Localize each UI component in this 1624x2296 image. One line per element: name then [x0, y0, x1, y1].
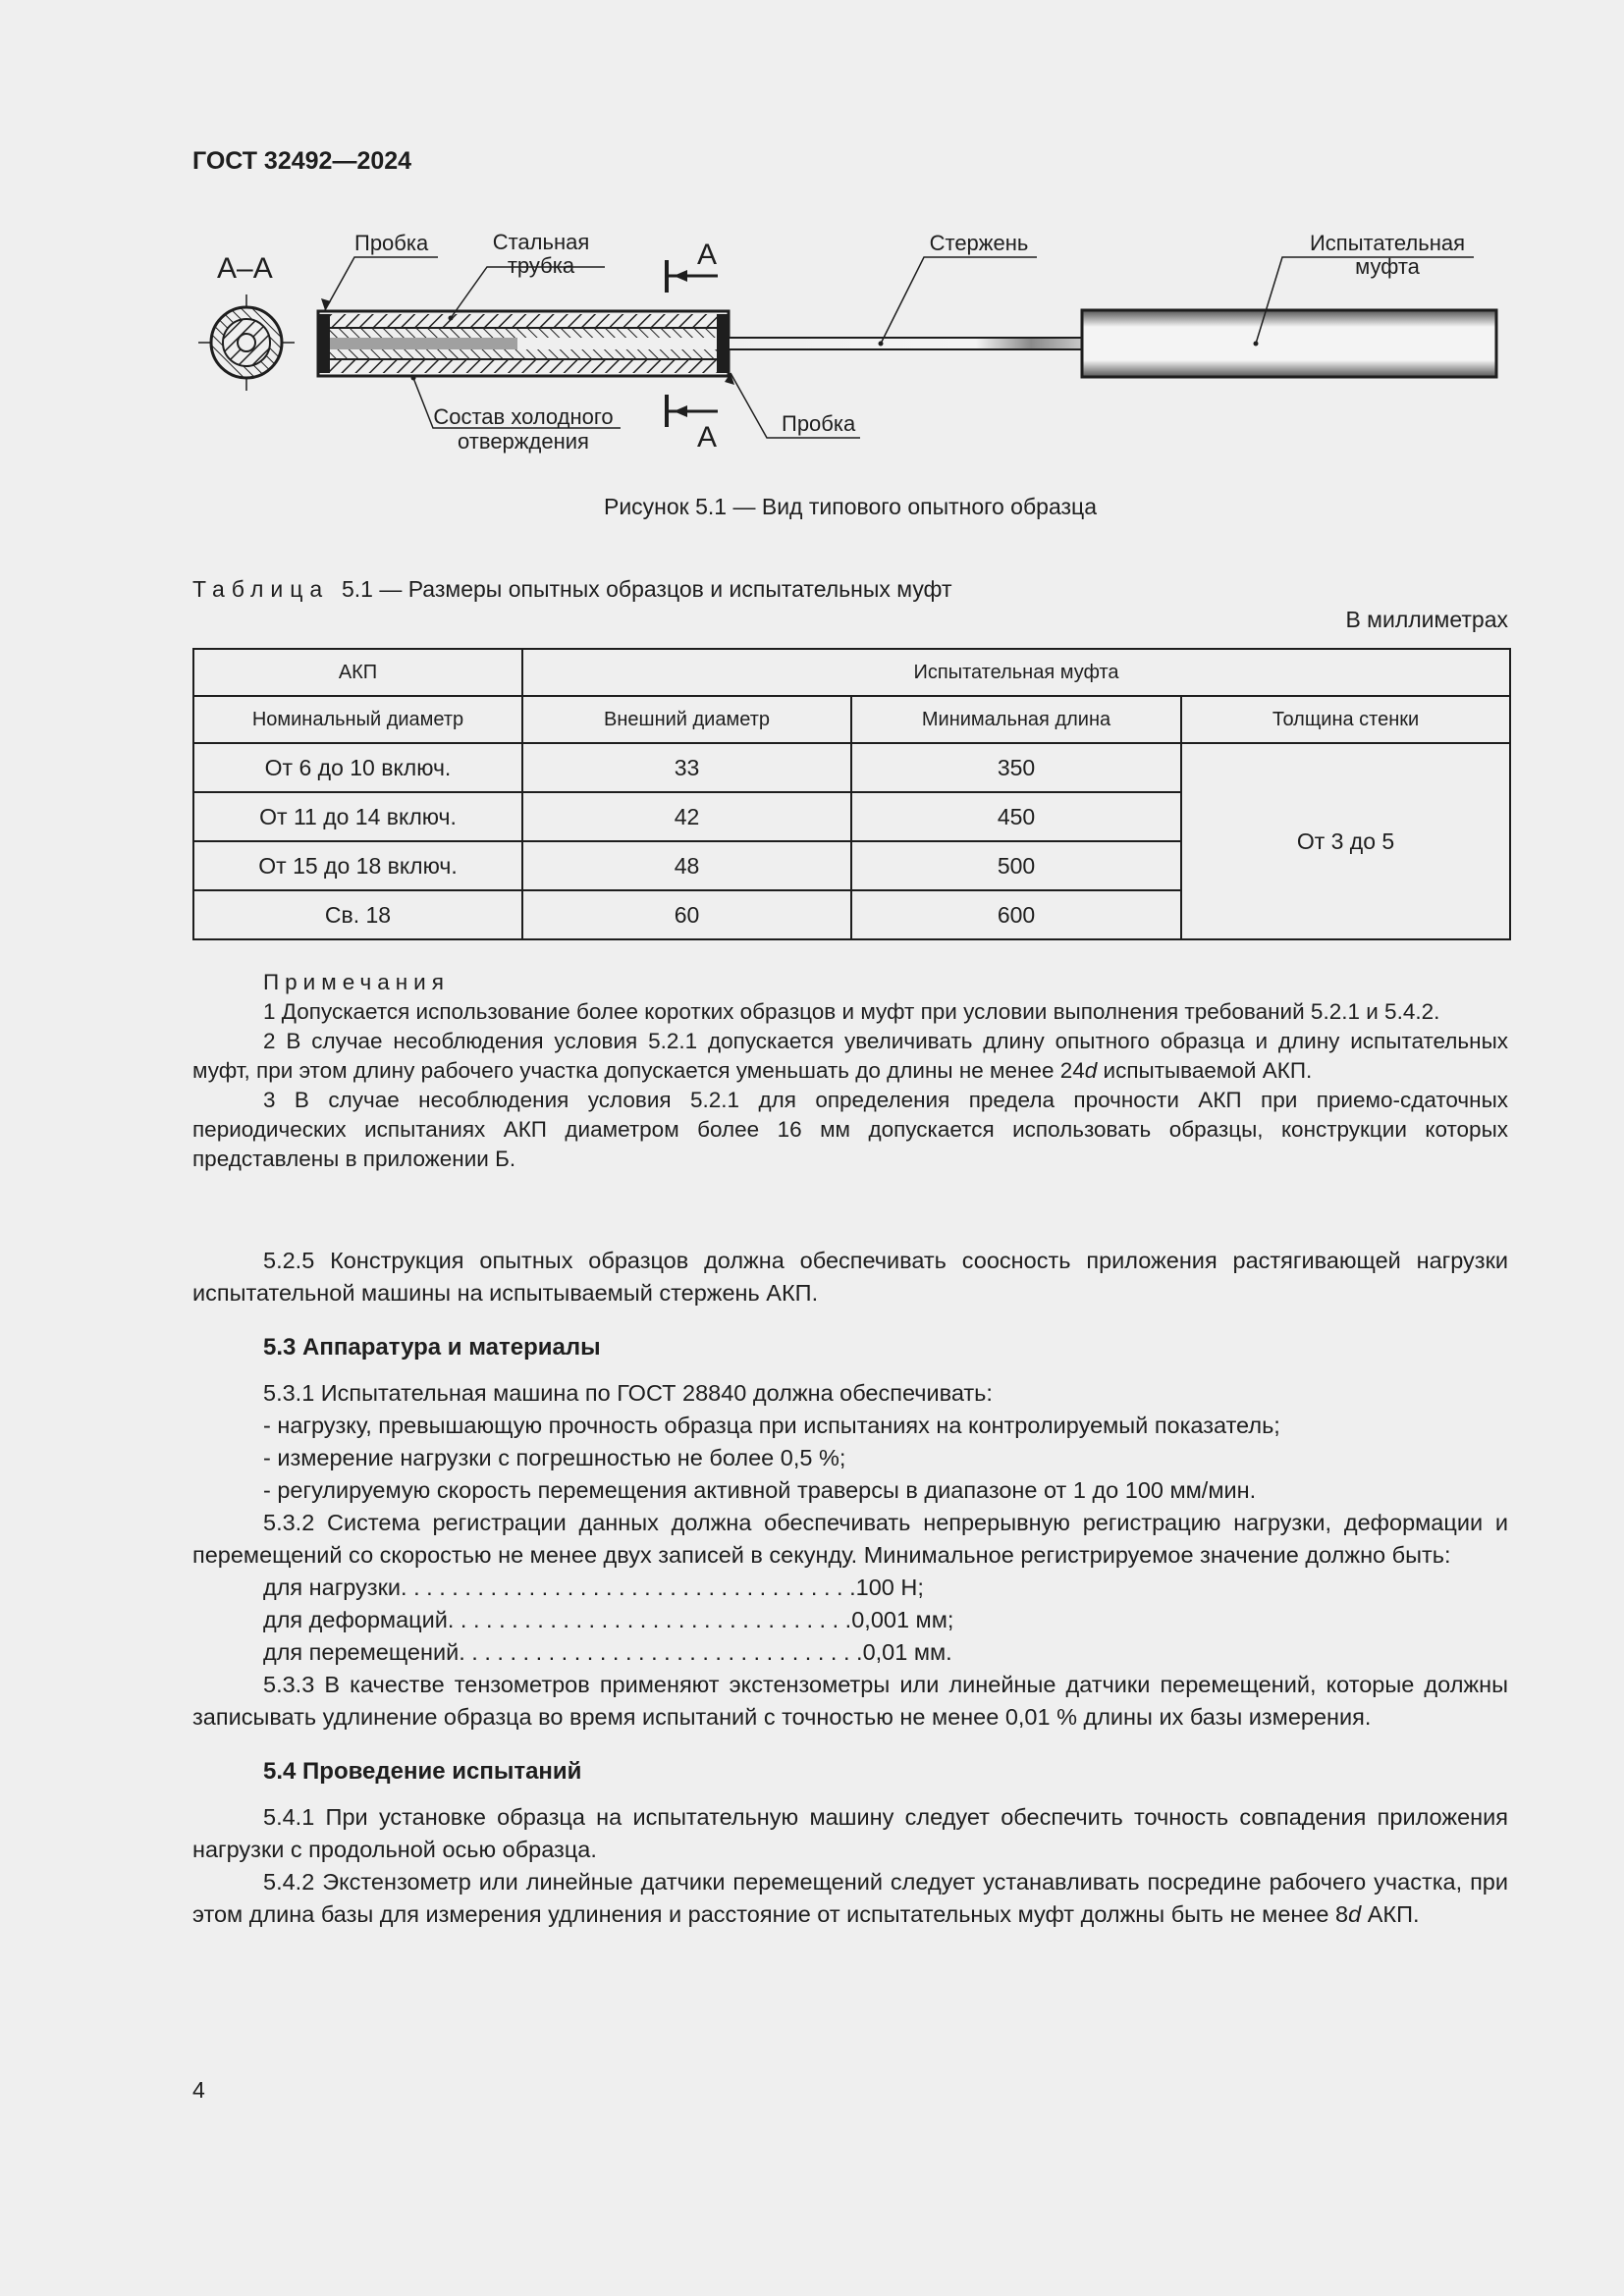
table-column-header-row: [193, 696, 1510, 743]
note-2-text: 2 В случае несоблюдения условия 5.2.1 допускается увеличивать длину опытного образца и длину испытательных муфт, при этом длину рабочего участка допускается уменьшать до длины не менее 24: [192, 1029, 1508, 1083]
leader-row-label: для перемещений: [263, 1639, 460, 1665]
paragraph-5-4-1: 5.4.1 При установке образца на испытательную машину следует обеспечить точность совпадения приложения нагрузки с продольной осью образца.: [192, 1804, 1508, 1862]
section-heading-5-4: 5.4 Проведение испытаний: [263, 1758, 582, 1785]
paragraph-5-2-5: 5.2.5 Конструкция опытных образцов должна обеспечивать соосность приложения растягивающей нагрузки испытательной машины на испытываемый стержень АКП.: [192, 1248, 1508, 1306]
leader-row-value: 0,001 мм;: [851, 1607, 954, 1632]
table-cell: 33: [522, 743, 851, 792]
paragraph-5-4-2-text: 5.4.2 Экстензометр или линейные датчики перемещений следует устанавливать посредине рабочего участка, при этом длина базы для измерения удлинения и расстояние от испытательных муфт должны быть не менее 8: [192, 1869, 1508, 1927]
label-steel-tube-2: трубка: [507, 253, 575, 278]
leader-row-label: для деформаций: [263, 1607, 448, 1632]
table-cell: 350: [851, 743, 1181, 792]
table-row: [193, 743, 1510, 792]
table-cell: Св. 18: [193, 890, 522, 939]
paragraph-5-3-1: 5.3.1 Испытательная машина по ГОСТ 28840 должна обеспечивать:: [263, 1380, 993, 1406]
table-group-header-row: [193, 649, 1510, 696]
cut-label-top: А: [697, 239, 718, 271]
label-steel-tube-1: Стальная: [492, 230, 590, 254]
table-cell: От 6 до 10 включ.: [193, 743, 522, 792]
col-header-nominal-diameter: Номинальный диаметр: [193, 696, 522, 743]
label-rod: Стержень: [929, 231, 1029, 255]
plug-right: [717, 314, 729, 373]
section-label: А–А: [217, 252, 273, 285]
table-cell: 600: [851, 890, 1181, 939]
table-cell: От 11 до 14 включ.: [193, 792, 522, 841]
leader-row: [192, 1636, 1508, 1669]
document-header: ГОСТ 32492—2024: [192, 147, 412, 175]
label-plug-top: Пробка: [354, 231, 429, 255]
table-units: В миллиметрах: [1345, 607, 1508, 632]
list-item: - измерение нагрузки с погрешностью не более 0,5 %;: [263, 1445, 846, 1470]
col-header-wall-thickness: Толщина стенки: [1181, 696, 1510, 743]
table-cell: 500: [851, 841, 1181, 890]
note-1: 1 Допускается использование более коротких образцов и муфт при условии выполнения требований 5.2.1 и 5.4.2.: [263, 999, 1440, 1024]
notes-block: [192, 968, 1508, 1174]
leader-row-label: для нагрузки: [263, 1575, 402, 1600]
table-caption: [192, 576, 952, 603]
table-cell: 450: [851, 792, 1181, 841]
test-sleeve: [1082, 310, 1496, 377]
cut-label-bottom: А: [697, 421, 718, 454]
paragraph-5-3-3: 5.3.3 В качестве тензометров применяют экстензометры или линейные датчики перемещений, которые должны записывать удлинение образца во время испытаний с точностью не менее 0,01 % длины их базы измерения.: [192, 1672, 1508, 1730]
figure-caption: Рисунок 5.1 — Вид типового опытного образца: [603, 494, 1097, 519]
list-item: - регулируемую скорость перемещения активной траверсы в диапазоне от 1 до 100 мм/мин.: [263, 1477, 1257, 1503]
label-sleeve-2: муфта: [1355, 254, 1420, 279]
note-2: [192, 1027, 1508, 1086]
section-heading-5-3: 5.3 Аппаратура и материалы: [263, 1334, 601, 1361]
table-cell: 42: [522, 792, 851, 841]
page-number: 4: [192, 2077, 205, 2103]
table-cell-wall-thickness: От 3 до 5: [1181, 743, 1510, 939]
notes-title: Примечания: [263, 970, 450, 994]
note-2-tail: испытываемой АКП.: [1097, 1058, 1313, 1083]
paragraph-5-4-2-tail: АКП.: [1361, 1901, 1420, 1927]
table-cell: 48: [522, 841, 851, 890]
paragraph-5-3-2: 5.3.2 Система регистрации данных должна обеспечивать непрерывную регистрацию нагрузки, деформации и перемещений со скоростью не менее двух записей в секунду. Минимальное регистрируемое значение должно быть:: [192, 1510, 1508, 1568]
label-sleeve-1: Испытательная: [1309, 231, 1466, 255]
col-header-min-length: Минимальная длина: [851, 696, 1181, 743]
col-header-outer-diameter: Внешний диаметр: [522, 696, 851, 743]
leader-row: [192, 1604, 1508, 1636]
leader-row: [192, 1572, 1508, 1604]
table-caption-word: Таблица: [192, 576, 330, 602]
label-plug-bottom: Пробка: [782, 411, 856, 436]
label-compound-1: Состав холодного: [433, 404, 614, 429]
paragraph-5-4-2: [192, 1866, 1508, 1931]
table-caption-text: 5.1 — Размеры опытных образцов и испытательных муфт: [341, 576, 952, 602]
dimensions-table: [192, 648, 1511, 940]
group-header-akp: АКП: [193, 649, 522, 696]
leader-arrow: [321, 298, 331, 310]
specimen-figure: [192, 216, 1508, 471]
leader-row-dots: . . . . . . . . . . . . . . . . . . . . . . . . . . . . . . . . . . . .: [401, 1575, 856, 1600]
table-cell: 60: [522, 890, 851, 939]
plug-left: [318, 314, 330, 373]
group-header-sleeve: Испытательная муфта: [522, 649, 1510, 696]
leader-row-value: 100 Н;: [855, 1575, 924, 1600]
note-2-symbol: d: [1084, 1058, 1098, 1083]
body-text: [192, 1245, 1508, 1931]
cross-section-view: [198, 294, 295, 391]
list-item: - нагрузку, превышающую прочность образца при испытаниях на контролируемый показатель;: [263, 1413, 1280, 1438]
paragraph-5-4-2-symbol: d: [1348, 1901, 1362, 1927]
note-3: 3 В случае несоблюдения условия 5.2.1 для определения предела прочности АКП при приемо-сдаточных периодических испытаниях АКП диаметром более 16 мм допускается использовать образцы, конструкции которых представлены в приложении Б.: [192, 1088, 1508, 1171]
label-compound-2: отверждения: [458, 429, 589, 454]
leader-row-dots: . . . . . . . . . . . . . . . . . . . . . . . . . . . . . . . .: [447, 1607, 852, 1632]
leader-row-value: 0,01 мм.: [862, 1639, 952, 1665]
leader-row-dots: . . . . . . . . . . . . . . . . . . . . . . . . . . . . . . . .: [459, 1639, 863, 1665]
table-cell: От 15 до 18 включ.: [193, 841, 522, 890]
steel-tube: [318, 311, 729, 376]
